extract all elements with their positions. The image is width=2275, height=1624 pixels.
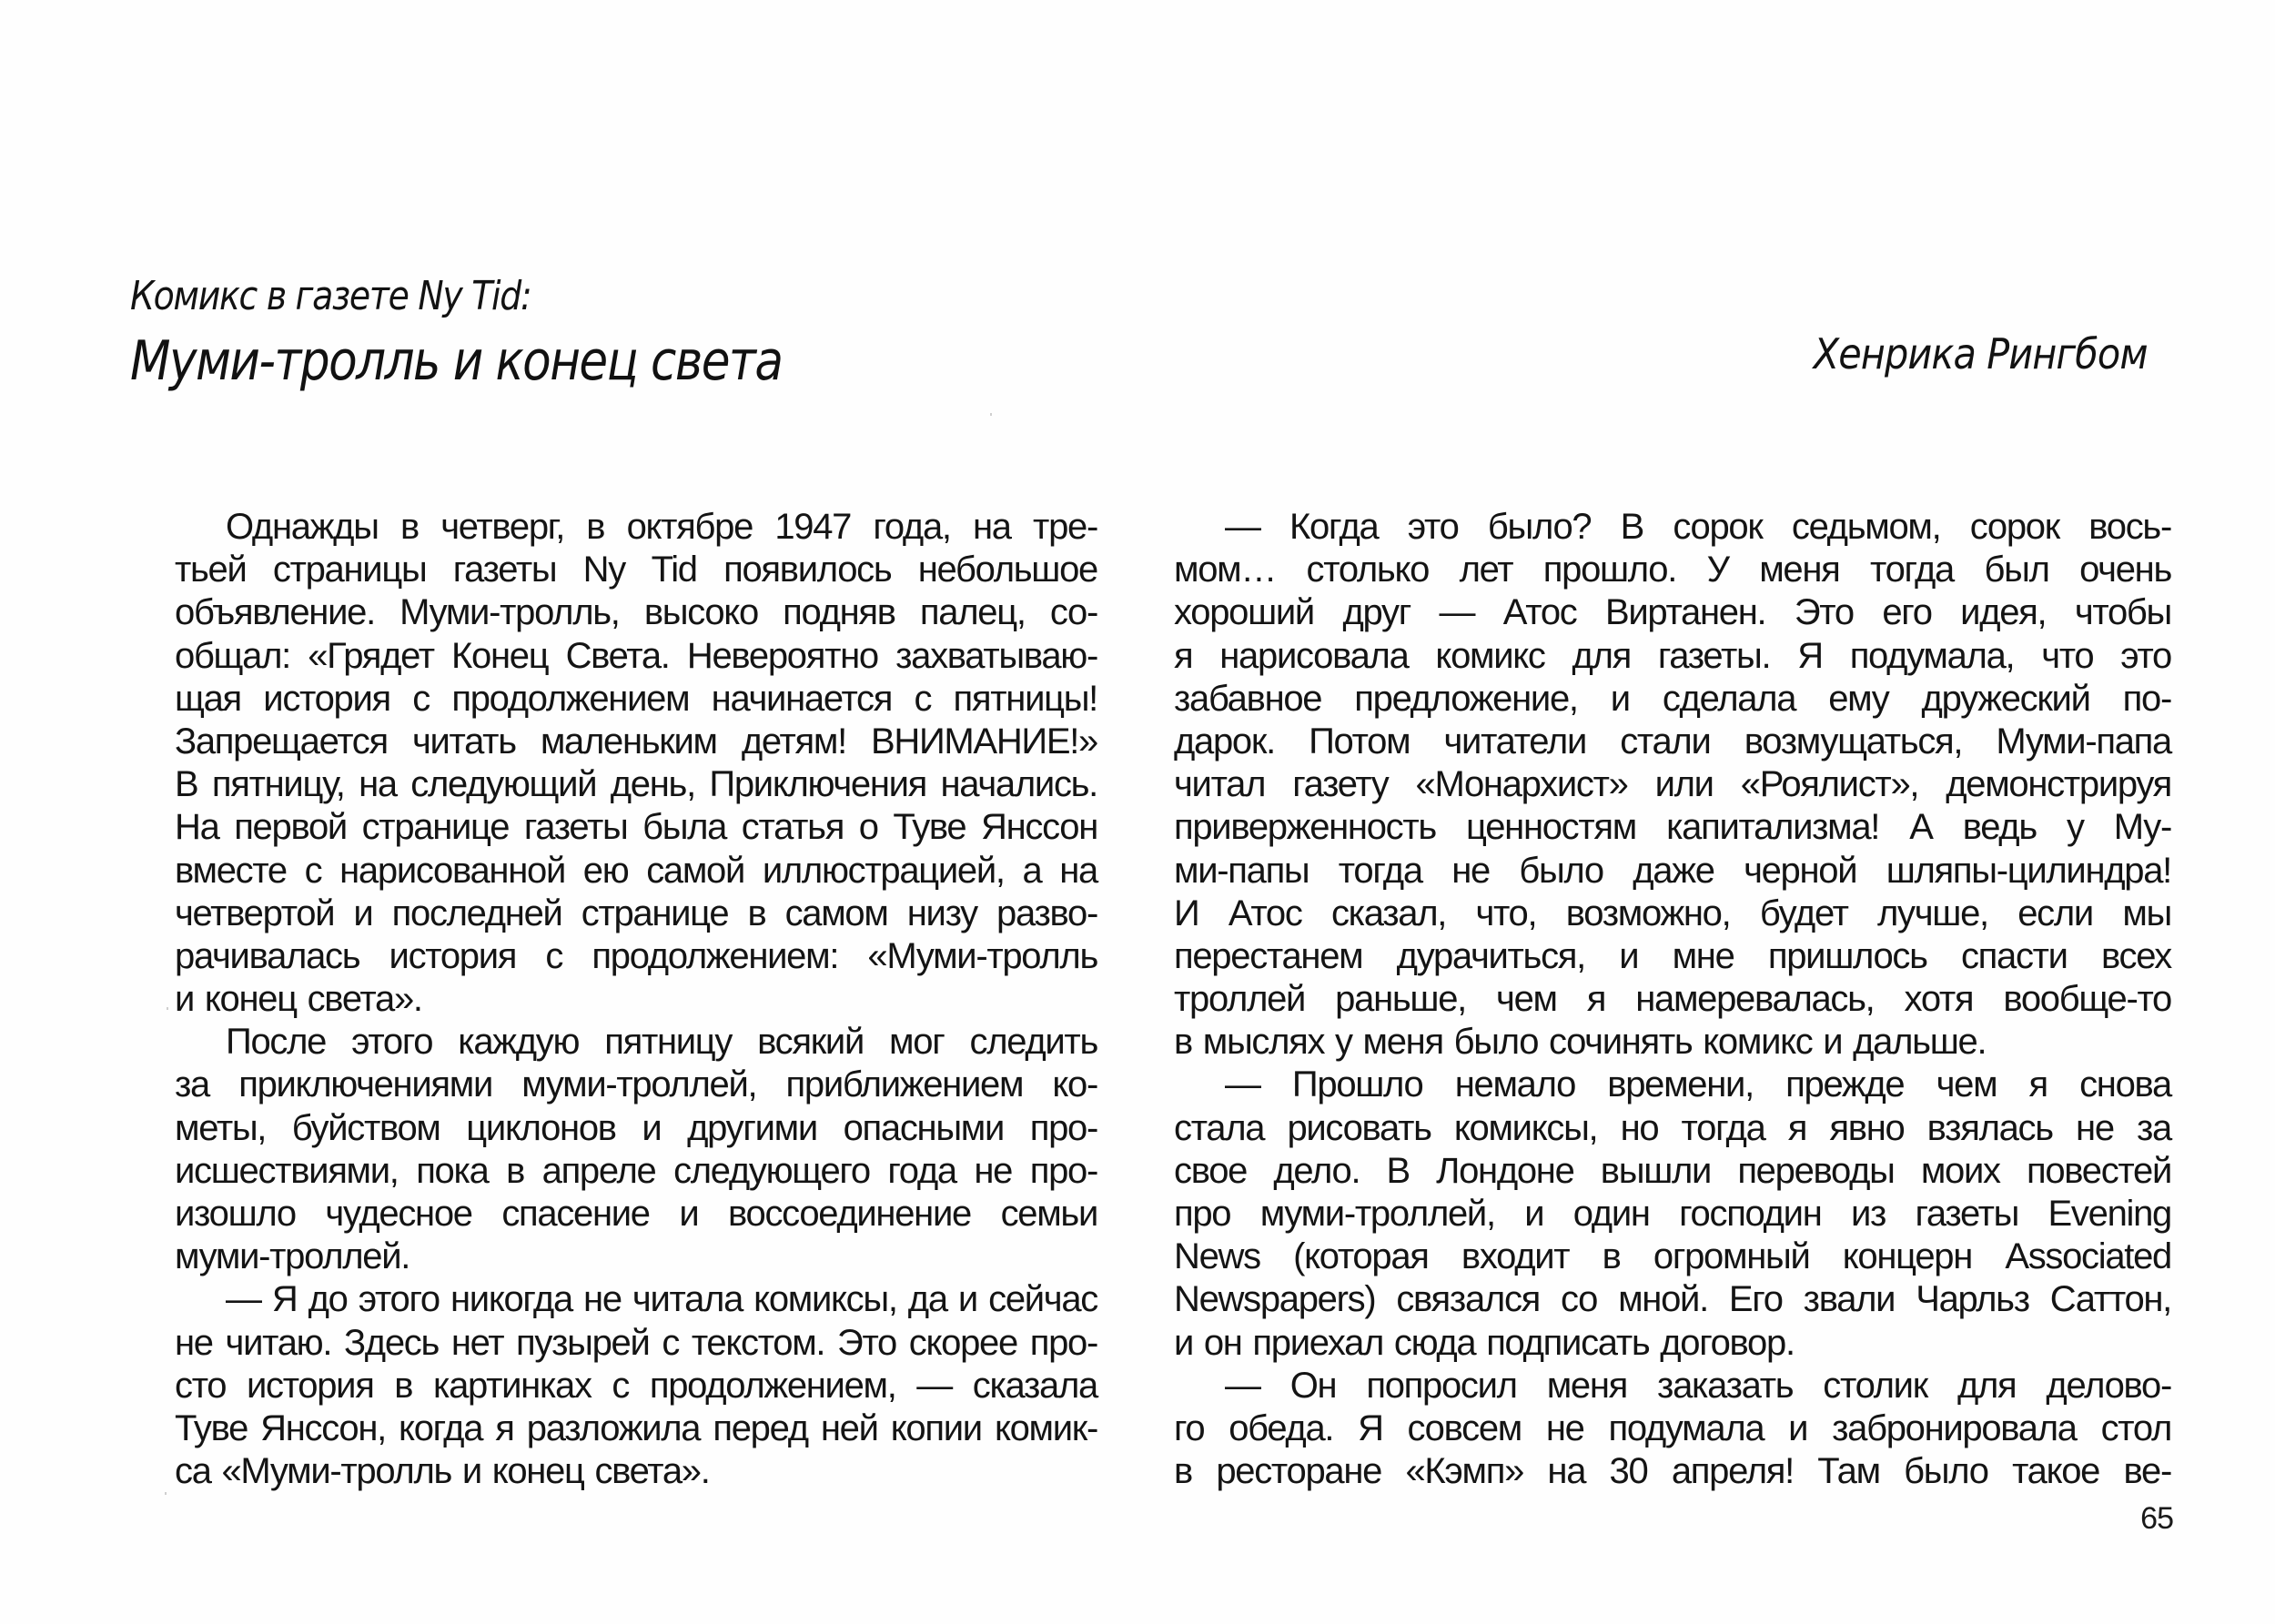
text-line xyxy=(175,1450,1097,1493)
line-text: дарок. Потом читатели стали возмущаться, Муми-папа xyxy=(1174,721,2171,762)
line-text: в ресторане «Кэмп» на 30 апреля! Там было такое ве- xyxy=(1174,1451,2171,1492)
text-line xyxy=(175,850,1097,893)
paragraph-first-line xyxy=(1174,1365,2171,1407)
text-line xyxy=(1174,806,2171,849)
line-text: И Атос сказал, что, возможно, будет лучше, если мы xyxy=(1174,893,2171,933)
line-text: Newspapers) связался со мной. Его звали Чарльз Саттон, xyxy=(1174,1279,2171,1320)
line-text: щая история с продолжением начинается с пятницы! xyxy=(175,678,1097,719)
line-text: стала рисовать комиксы, но тогда я явно взялась не за xyxy=(1174,1107,2171,1148)
line-text: объявление. Муми-тролль, высоко подняв палец, со- xyxy=(175,592,1097,633)
text-line xyxy=(175,721,1097,763)
line-text: рачивалась история с продолжением: «Муми-тролль xyxy=(175,935,1097,976)
text-line xyxy=(1174,1450,2171,1493)
article-author: Хенрика Рингбом xyxy=(1814,329,2148,378)
scan-speck xyxy=(990,413,992,416)
scan-speck xyxy=(167,1007,168,1010)
line-text: троллей раньше, чем я намеревалась, хотя вообще-то xyxy=(1174,979,2171,1020)
line-text: мом… столько лет прошло. У меня тогда был очень xyxy=(1174,550,2171,590)
text-line xyxy=(175,1365,1097,1407)
line-text: сто история в картинках с продолжением, — сказала xyxy=(175,1365,1097,1406)
text-line xyxy=(1174,1107,2171,1150)
line-text: ми-папы тогда не было даже черной шляпы-цилиндра! xyxy=(1174,850,2171,891)
line-text: про муми-троллей, и один господин из газеты Evening xyxy=(1174,1194,2171,1234)
paragraph-first-line xyxy=(175,1278,1097,1321)
line-text: После этого каждую пятницу всякий мог следить xyxy=(226,1022,1097,1063)
line-text: четвертой и последней странице в самом низу разво- xyxy=(175,893,1097,933)
right-text-column xyxy=(1174,506,2171,1493)
text-line xyxy=(1174,1150,2171,1193)
text-line xyxy=(175,1193,1097,1236)
line-text: муми-троллей. xyxy=(175,1236,410,1277)
text-line xyxy=(1174,1236,2171,1278)
line-text: News (которая входит в огромный концерн Associated xyxy=(1174,1236,2171,1277)
text-line xyxy=(175,763,1097,806)
text-line xyxy=(1174,549,2171,591)
line-text: и конец света». xyxy=(175,979,422,1020)
text-line xyxy=(1174,850,2171,893)
text-line xyxy=(1174,1407,2171,1450)
line-text: — Он попросил меня заказать столик для делово- xyxy=(1225,1365,2171,1406)
line-text: перестанем дурачиться, и мне пришлось спасти всех xyxy=(1174,935,2171,976)
line-text: я нарисовала комикс для газеты. Я подумала, что это xyxy=(1174,635,2171,676)
text-line xyxy=(1174,893,2171,935)
text-line xyxy=(1174,935,2171,978)
line-text: за приключениями муми-троллей, приближением ко- xyxy=(175,1064,1097,1105)
line-text: В пятницу, на следующий день, Приключения начались. xyxy=(175,764,1097,805)
text-line xyxy=(1174,763,2171,806)
text-line xyxy=(175,678,1097,721)
text-line xyxy=(175,1064,1097,1106)
text-line xyxy=(1174,635,2171,678)
text-line xyxy=(1174,1021,2171,1064)
article-kicker: Комикс в газете Ny Tid: xyxy=(130,273,531,319)
text-line xyxy=(175,1322,1097,1365)
line-text: исшествиями, пока в апреле следующего года не про- xyxy=(175,1150,1097,1191)
text-line xyxy=(1174,591,2171,634)
paragraph-first-line xyxy=(175,506,1097,549)
paragraph-first-line xyxy=(1174,506,2171,549)
text-line xyxy=(1174,1193,2171,1236)
article-title: Муми-тролль и конец света xyxy=(130,329,783,393)
line-text: — Прошло немало времени, прежде чем я снова xyxy=(1225,1064,2171,1105)
text-line xyxy=(175,978,1097,1021)
line-text: приверженность ценностям капитализма! А ведь у Му- xyxy=(1174,807,2171,848)
text-line xyxy=(175,893,1097,935)
text-line xyxy=(1174,721,2171,763)
line-text: изошло чудесное спасение и воссоединение семьи xyxy=(175,1194,1097,1234)
text-line xyxy=(175,1150,1097,1193)
text-line xyxy=(1174,1322,2171,1365)
text-line xyxy=(1174,978,2171,1021)
line-text: меты, буйством циклонов и другими опасными про- xyxy=(175,1107,1097,1148)
line-text: Туве Янссон, когда я разложила перед ней копии комик- xyxy=(175,1407,1097,1448)
paragraph-first-line xyxy=(1174,1064,2171,1106)
line-text: го обеда. Я совсем не подумала и забронировала стол xyxy=(1174,1407,2171,1448)
text-line xyxy=(175,1107,1097,1150)
line-text: — Когда это было? В сорок седьмом, сорок вось- xyxy=(1225,507,2171,547)
line-text: Запрещается читать маленьким детям! ВНИМАНИЕ!» xyxy=(175,721,1097,762)
line-text: не читаю. Здесь нет пузырей с текстом. Это скорее про- xyxy=(175,1322,1097,1363)
line-text: са «Муми-тролль и конец света». xyxy=(175,1451,710,1492)
text-line xyxy=(175,1407,1097,1450)
scan-speck xyxy=(165,1492,167,1495)
text-line xyxy=(175,591,1097,634)
paragraph-first-line xyxy=(175,1021,1097,1064)
text-line xyxy=(1174,678,2171,721)
line-text: забавное предложение, и сделала ему дружеский по- xyxy=(1174,678,2171,719)
left-text-column xyxy=(175,506,1097,1493)
line-text: общал: «Грядет Конец Света. Невероятно захватываю- xyxy=(175,635,1097,676)
text-line xyxy=(1174,1278,2171,1321)
line-text: тьей страницы газеты Ny Tid появилось небольшое xyxy=(175,550,1097,590)
line-text: Однажды в четверг, в октябре 1947 года, на тре- xyxy=(226,507,1097,547)
text-line xyxy=(175,635,1097,678)
text-line xyxy=(175,806,1097,849)
line-text: в мыслях у меня было сочинять комикс и дальше. xyxy=(1174,1022,1987,1063)
line-text: — Я до этого никогда не читала комиксы, да и сейчас xyxy=(226,1279,1097,1320)
text-line xyxy=(175,549,1097,591)
page-number: 65 xyxy=(2140,1501,2173,1536)
line-text: свое дело. В Лондоне вышли переводы моих повестей xyxy=(1174,1150,2171,1191)
line-text: На первой странице газеты была статья о Туве Янссон xyxy=(175,807,1097,848)
text-line xyxy=(175,1236,1097,1278)
line-text: вместе с нарисованной ею самой иллюстрацией, а на xyxy=(175,850,1097,891)
line-text: читал газету «Монархист» или «Роялист», демонстрируя xyxy=(1174,764,2171,805)
line-text: хороший друг — Атос Виртанен. Это его идея, чтобы xyxy=(1174,592,2171,633)
line-text: и он приехал сюда подписать договор. xyxy=(1174,1322,1795,1363)
text-line xyxy=(175,935,1097,978)
